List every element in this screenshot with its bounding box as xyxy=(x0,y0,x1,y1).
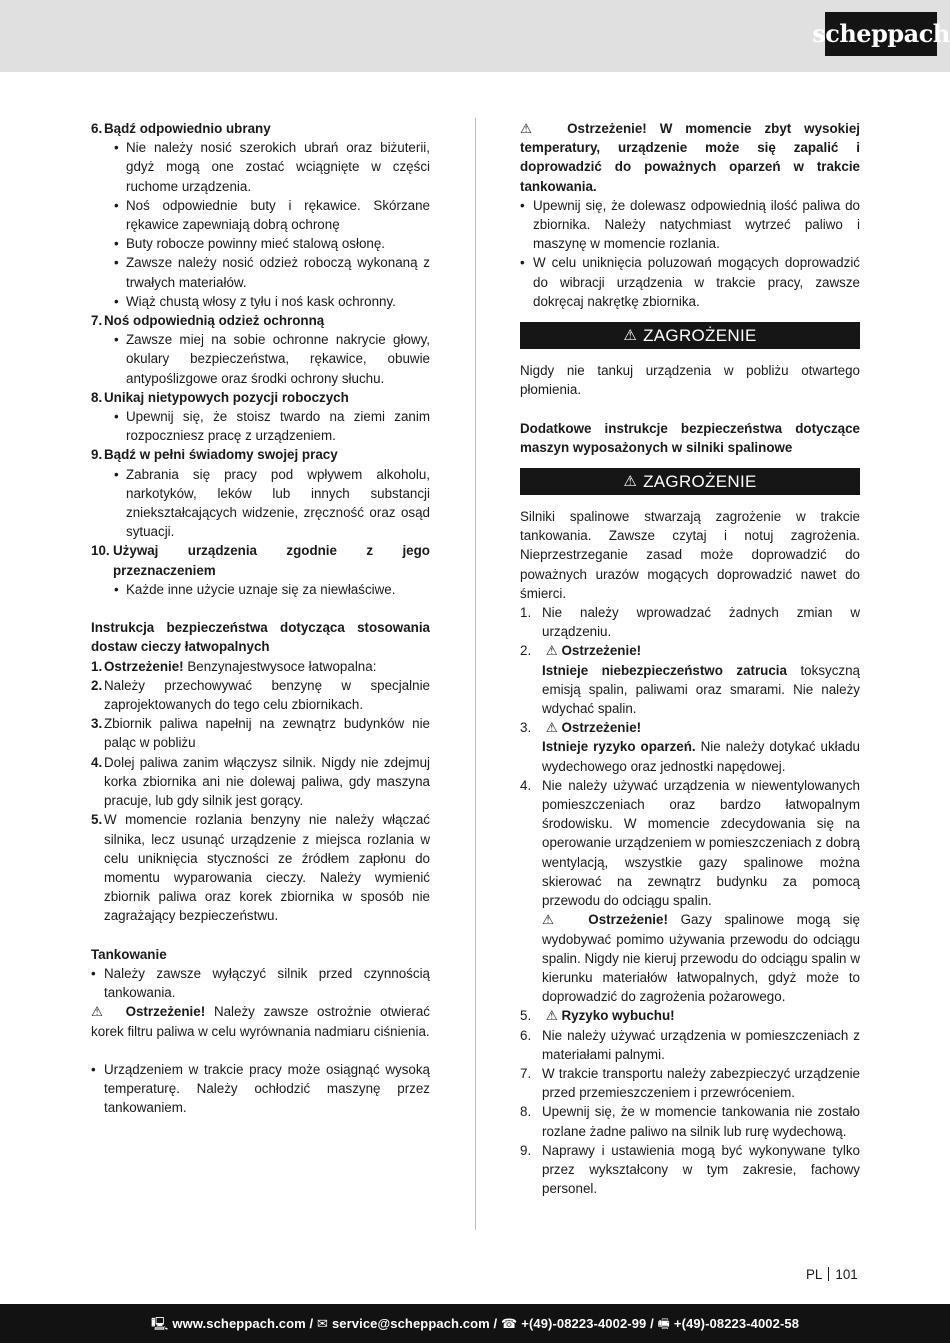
item-number: 2. xyxy=(91,677,103,693)
list-item: • Zawsze należy nosić odzież roboczą wykonaną z trwałych materiałów. xyxy=(114,253,430,291)
engine-item-5 xyxy=(520,1006,860,1025)
section-number: 10. xyxy=(91,543,110,559)
item-number: 7. xyxy=(520,1065,532,1081)
list-item: • Noś odpowiednie buty i rękawice. Skórzane rękawice zapewniają dobrą ochronę xyxy=(114,196,430,234)
warning-icon: ⚠ xyxy=(623,326,638,344)
footer-phone: +(49)-08223-4002-99 / xyxy=(521,1315,654,1331)
phone-icon: ☎ xyxy=(500,1315,518,1331)
engine-item-3 xyxy=(520,718,860,776)
list-item: • Każde inne użycie uznaje się za niewłaściwe. xyxy=(114,580,430,599)
section-number: 6. xyxy=(91,121,103,136)
warning-lead: Ostrzeżenie! xyxy=(125,1004,206,1020)
list-item: • Buty robocze powinny mieć stalową osłonę. xyxy=(114,234,430,253)
engine-item-6 xyxy=(520,1026,860,1064)
engine-item-9 xyxy=(520,1141,860,1199)
fuel-item-2 xyxy=(91,676,430,714)
item-text: Nie należy używać urządzenia w pomieszczeniach z materiałami palnymi. xyxy=(542,1027,860,1062)
section-number: 7. xyxy=(91,313,103,329)
column-divider xyxy=(475,118,476,1230)
engine-item-7 xyxy=(520,1064,860,1102)
section-title: Bądź w pełni świadomy swojej pracy xyxy=(104,447,338,463)
warning-icon: ⚠ xyxy=(520,121,542,136)
item-text: Zbiornik paliwa napełnij na zewnątrz budynków nie paląc w pobliżu xyxy=(104,716,430,751)
item-lead: Istnieje niebezpieczeństwo zatrucia xyxy=(542,662,787,678)
footer-email[interactable]: service@scheppach.com / xyxy=(331,1315,498,1331)
engine-safety-heading: Dodatkowe instrukcje bezpieczeństwa dotyczące maszyn wyposażonych w silniki spalinowe xyxy=(520,420,860,455)
item-text: W trakcie transportu należy zabezpieczyć urządzenie przed przemieszczeniem i przewróceniem. xyxy=(542,1065,860,1101)
warning-icon: ⚠ xyxy=(542,912,563,928)
warning-text: Należy zawsze ostrożnie otwierać korek filtru paliwa w celu wyrównania nadmiaru ciśnienia. xyxy=(91,1004,430,1039)
item-lead: Istnieje ryzyko oparzeń. xyxy=(542,739,696,755)
section-title: Noś odpowiednią odzież ochronną xyxy=(104,313,325,329)
header-band xyxy=(0,0,950,72)
warning-icon: ⚠ xyxy=(545,643,558,659)
fuel-item-3 xyxy=(91,714,430,752)
item-number: 6. xyxy=(520,1027,532,1043)
item-number: 2. xyxy=(520,643,532,659)
temperature-warning xyxy=(520,119,860,196)
right-column xyxy=(520,119,860,1198)
temperature-list xyxy=(520,196,860,311)
page-number xyxy=(806,1265,858,1284)
warning-icon: ⚠ xyxy=(91,1004,109,1020)
footer-bar xyxy=(0,1304,950,1343)
danger-banner xyxy=(520,322,860,349)
item-number: 5. xyxy=(520,1008,532,1024)
item-number: 3. xyxy=(91,716,103,732)
engine-item-8 xyxy=(520,1102,860,1140)
section-title: Używaj urządzenia zgodnie z jego przeznaczeniem xyxy=(113,543,430,578)
list-item: • Nie należy nosić szerokich ubrań oraz biżuterii, gdyż mogą one zostać wciągnięte w części ruchome urządzenia. xyxy=(114,138,430,196)
page-language: PL xyxy=(806,1267,823,1282)
footer-website[interactable]: www.scheppach.com / xyxy=(172,1315,314,1331)
item-text: Dolej paliwa zanim włączysz silnik. Nigdy nie zdejmuj korka zbiornika ani nie dolewaj paliwa, gdy maszyna pracuje, lub gdy silnik jest gorący. xyxy=(104,754,430,809)
item-number: 9. xyxy=(520,1142,532,1158)
refuel-list-2 xyxy=(91,1060,430,1118)
footer-fax: +(49)-08223-4002-58 xyxy=(673,1315,800,1331)
engine-item-2 xyxy=(520,641,860,718)
item-text: toksyczną emisją spalin, paliwami oraz smarami. Nie należy wdychać spalin. xyxy=(542,662,860,717)
section-8-list xyxy=(91,407,430,445)
warning-lead: Ryzyko wybuchu! xyxy=(561,1008,675,1024)
mail-icon: ✉ xyxy=(316,1315,328,1331)
section-6 xyxy=(91,119,430,138)
section-10-list xyxy=(91,580,430,599)
list-item: • Zabrania się pracy pod wpływem alkoholu, narkotyków, leków lub innych substancji zniekształcających widzenie, zręczność oraz osąd sytuacji. xyxy=(114,465,430,542)
item-number: 3. xyxy=(520,720,532,736)
warning-text: Gazy spalinowe mogą się wydobywać pomimo używania przewodu do odciągu spalin. Nigdy nie kieruj przewodu do odciągu spalin w kierunku materiałów łatwopalnych, gdyż może to doprowadzić do zagrożenia pożarowego. xyxy=(542,912,860,1005)
item-text: Nie należy używać urządzenia w niewentylowanych pomieszczeniach oraz bardzo łatwopalnym środowisku. W momencie zdecydowania się na operowanie urządzeniem w pomieszczeniach z dobrą wentylacją, wszystkie gazy spalinowe można skierować na zewnątrz budynku za pomocą przewodu do odciągu spalin. xyxy=(542,777,860,909)
section-title: Bądź odpowiednio ubrany xyxy=(104,121,271,136)
list-item: • Należy zawsze wyłączyć silnik przed czynnością tankowania. xyxy=(91,964,430,1002)
list-item: • Upewnij się, że dolewasz odpowiednią ilość paliwa do zbiornika. Należy natychmiast wytrzeć paliwo i maszynę w momencie rozlania. xyxy=(520,196,860,254)
warning-lead: Ostrzeżenie! xyxy=(561,643,642,659)
section-title: Unikaj nietypowych pozycji roboczych xyxy=(104,389,349,405)
section-number: 9. xyxy=(91,447,103,463)
warning-icon: ⚠ xyxy=(623,472,638,490)
item-number: 8. xyxy=(520,1104,532,1120)
danger-text: Nigdy nie tankuj urządzenia w pobliżu otwartego płomienia. xyxy=(520,363,860,398)
item-text: W momencie rozlania benzyny nie należy włączać silnika, lecz usunąć urządzenie z miejsca rozlania w celu uniknięcia styczności ze źródłem zapłonu do momentu wyparowania cieczy. Należy wymienić zbiornik paliwa oraz korek zbiornika w sposób nie zagrażający bezpieczeństwu. xyxy=(104,812,430,924)
computer-icon: 🖳 xyxy=(150,1315,169,1331)
item-number: 4. xyxy=(520,777,532,793)
section-9-list xyxy=(91,465,430,542)
warning-icon: ⚠ xyxy=(545,1008,558,1024)
item-text: Benzynajestwysoce łatwopalna: xyxy=(183,658,377,674)
list-item: • Upewnij się, że stoisz twardo na ziemi zanim rozpoczniesz pracę z urządzeniem. xyxy=(114,407,430,445)
fax-icon: 🖷 xyxy=(657,1315,670,1331)
item-text: Nie należy wprowadzać żadnych zmian w urządzeniu. xyxy=(542,605,860,640)
refuel-warning xyxy=(91,1002,430,1040)
list-item: • Zawsze miej na sobie ochronne nakrycie głowy, okulary bezpieczeństwa, rękawice, obuwie antypoślizgowe oraz środki ochrony słuchu. xyxy=(114,330,430,388)
brand-logo: scheppach xyxy=(825,12,937,56)
item-number: 1. xyxy=(520,605,532,621)
warning-lead: Ostrzeżenie! xyxy=(588,912,668,928)
section-6-list xyxy=(91,138,430,311)
item-number: 1. xyxy=(91,658,103,674)
warning-icon: ⚠ xyxy=(545,720,558,736)
item-text: Naprawy i ustawienia mogą być wykonywane tylko przez wykształcony w tym zakresie, fachowy personel. xyxy=(542,1142,860,1197)
fuel-safety-heading: Instrukcja bezpieczeństwa dotycząca stosowania dostaw cieczy łatwopalnych xyxy=(91,620,430,655)
warning-text: Ostrzeżenie! W momencie zbyt wysokiej temperatury, urządzenie może się zapalić i doprowadzić do poważnych oparzeń w trakcie tankowania. xyxy=(520,121,860,194)
fuel-item-4 xyxy=(91,753,430,811)
section-7 xyxy=(91,311,430,330)
item-number: 4. xyxy=(91,754,103,770)
section-10 xyxy=(91,541,430,579)
danger-banner xyxy=(520,468,860,495)
engine-item-4 xyxy=(520,776,860,1006)
left-column xyxy=(91,119,430,1118)
engine-item-1 xyxy=(520,603,860,641)
danger-label: ZAGROŻENIE xyxy=(643,325,757,345)
refuel-list-1 xyxy=(91,964,430,1002)
section-8 xyxy=(91,388,430,407)
fuel-item-5 xyxy=(91,810,430,925)
refuel-heading: Tankowanie xyxy=(91,946,167,962)
list-item: • Wiąż chustą włosy z tyłu i noś kask ochronny. xyxy=(114,292,430,311)
item-text: Należy przechowywać benzynę w specjalnie zaprojektowanych do tego celu zbiornikach. xyxy=(104,677,430,713)
section-number: 8. xyxy=(91,389,103,405)
page-number-value: 101 xyxy=(835,1267,858,1282)
danger-label: ZAGROŻENIE xyxy=(643,471,757,491)
section-9 xyxy=(91,445,430,464)
list-item: • Urządzeniem w trakcie pracy może osiągnąć wysoką temperaturę. Należy ochłodzić maszynę przez tankowaniem. xyxy=(91,1060,430,1118)
warning-lead: Ostrzeżenie! xyxy=(561,720,642,736)
item-text: Nie należy dotykać układu wydechowego oraz jednostki napędowej. xyxy=(542,739,860,774)
warning-lead: Ostrzeżenie! xyxy=(104,658,184,674)
list-item: • W celu uniknięcia poluzowań mogących doprowadzić do wibracji urządzenia w trakcie pracy, zawsze dokręcaj nakrętkę zbiornika. xyxy=(520,253,860,311)
item-number: 5. xyxy=(91,812,103,828)
fuel-item-1 xyxy=(91,657,430,676)
danger-text: Silniki spalinowe stwarzają zagrożenie w trakcie tankowania. Zawsze czytaj i notuj zagrożenia. Nieprzestrzeganie zasad może doprowadzić do poważnych urazów mogących doprowadzić nawet do śmierci. xyxy=(520,509,860,601)
item-text: Upewnij się, że w momencie tankowania nie zostało rozlane żadne paliwo na silnik lub rurę wydechową. xyxy=(542,1104,860,1139)
section-7-list xyxy=(91,330,430,388)
